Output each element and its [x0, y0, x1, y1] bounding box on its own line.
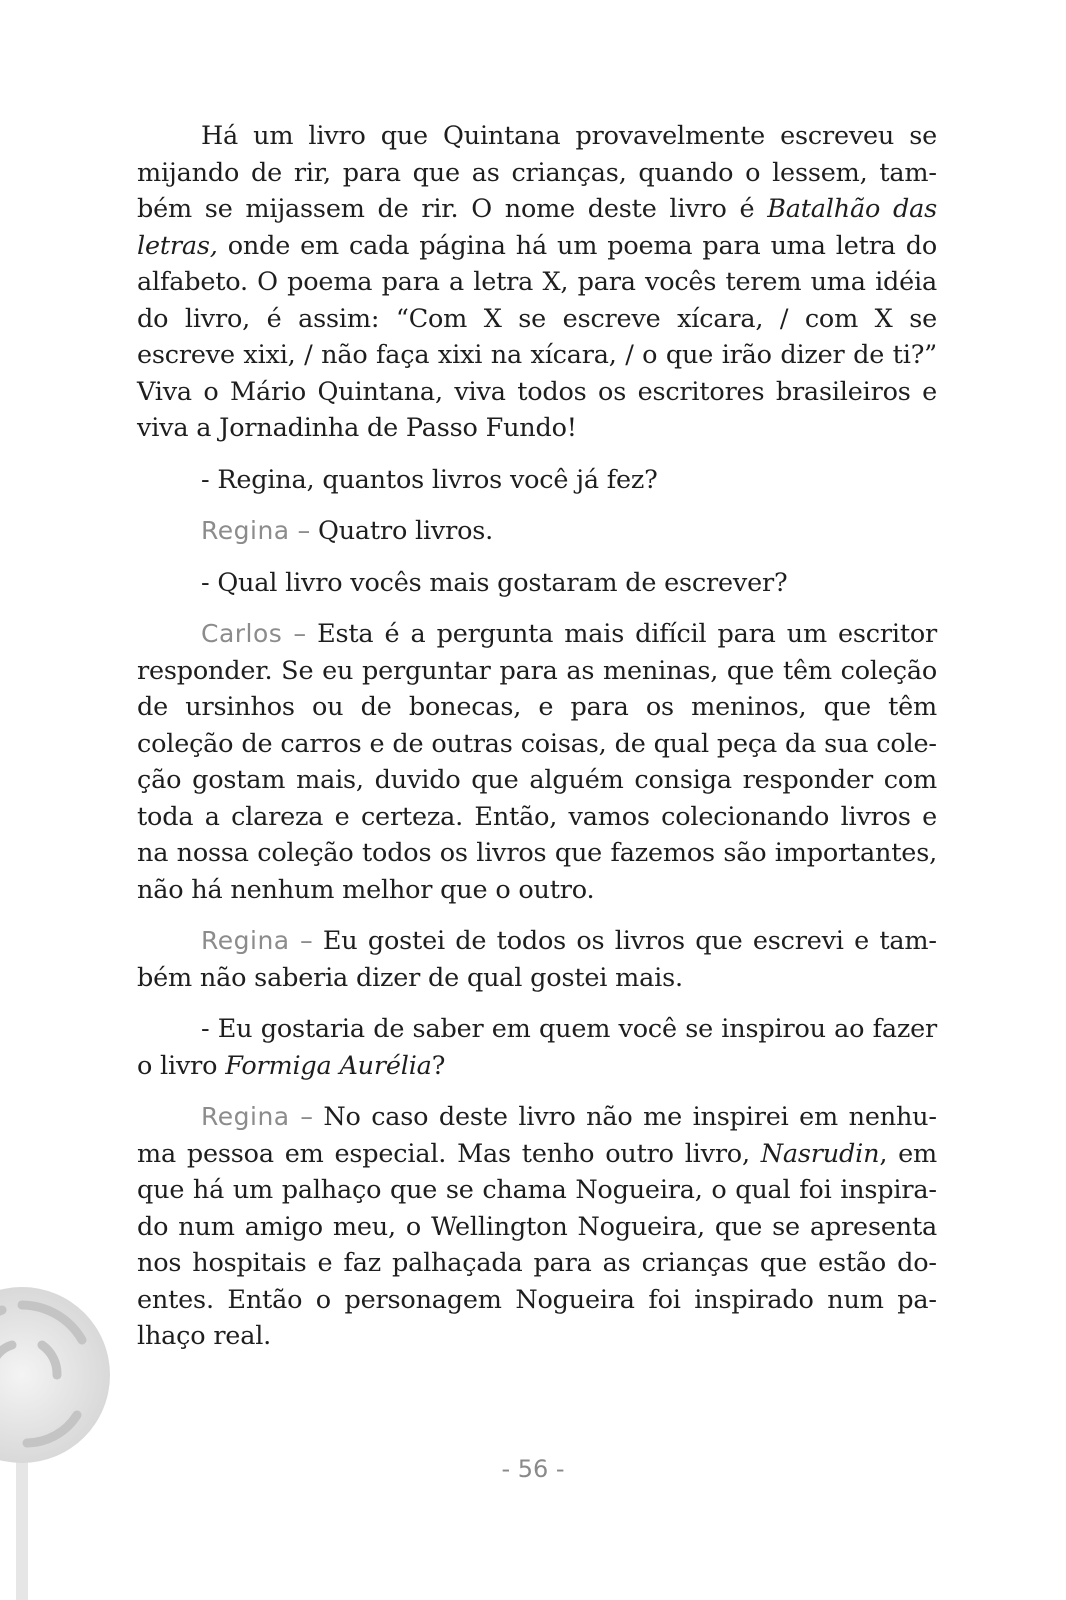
- text-segment: ?: [431, 1050, 446, 1081]
- paragraph: [137, 118, 937, 447]
- paragraph: [137, 1099, 937, 1355]
- speaker-dash: –: [297, 516, 311, 546]
- paragraph: [137, 1011, 937, 1084]
- text-segment: No caso deste livro não me inspirei em nenhuma pessoa em especial. Mas tenho outro livro,: [137, 1102, 938, 1169]
- speaker-label: Regina: [201, 926, 290, 955]
- text-segment: onde em cada página há um poema para uma letra do alfabeto. O poema para a letra X, para vocês terem uma idéia do livro, é assim: “Com X se escreve xícara, / com X se escreve xixi, / não faça xixi na xícara, / o que irão dizer de ti?” Viva o Mário Quintana, viva todos os escritores brasileiros e viva a Jornadinha de Passo Fundo!: [137, 230, 937, 443]
- text-segment: Quatro livros.: [317, 516, 494, 546]
- paragraph: [137, 616, 937, 908]
- page-body: [137, 118, 937, 1370]
- paragraph: [137, 462, 937, 499]
- book-title: Batalhão das letras,: [137, 194, 937, 261]
- text-segment: Eu gostei de todos os livros que escrevi e também não saberia dizer de qual gostei mais.: [137, 926, 938, 993]
- speaker-label: Regina: [201, 516, 290, 545]
- book-title: Nasrudin: [760, 1138, 880, 1169]
- book-title: Formiga Aurélia: [225, 1050, 432, 1081]
- text-segment: - Qual livro vocês mais gostaram de escrever?: [201, 567, 788, 598]
- speaker-dash: –: [300, 1102, 313, 1132]
- speaker-dash: –: [299, 926, 313, 956]
- text-segment: Esta é a pergunta mais difícil para um escritor responder. Se eu perguntar para as meninas, que têm coleção de ursinhos ou de bonecas, e para os meninos, que têm coleção de carros e de outras coisas, de qual peça da sua coleção gostam mais, duvido que alguém consiga responder com toda a clareza e certeza. Então, vamos colecionando livros e na nossa coleção todos os livros que fazemos são importantes, não há nenhum melhor que o outro.: [137, 619, 938, 905]
- text-segment: , em que há um palhaço que se chama Nogueira, o qual foi inspirado num amigo meu, o Wellington Nogueira, que se apresenta nos hospitais e faz palhaçada para as crianças que estão doentes. Então o personagem Nogueira foi inspirado num palhaço real.: [137, 1138, 937, 1351]
- text-segment: Há um livro que Quintana provavelmente escreveu se mijando de rir, para que as crianças, quando o lessem, também se mijassem de rir. O nome deste livro é: [137, 121, 937, 224]
- text-segment: - Eu gostaria de saber em quem você se inspirou ao fazer o livro: [137, 1014, 937, 1081]
- paragraph: [137, 513, 937, 550]
- paragraph: [137, 565, 937, 602]
- text-segment: - Regina, quantos livros você já fez?: [201, 464, 658, 495]
- speaker-dash: –: [293, 619, 306, 649]
- page-number: - 56 -: [501, 1455, 565, 1483]
- speaker-label: Regina: [201, 1102, 290, 1131]
- speaker-label: Carlos: [201, 619, 283, 648]
- lollipop-icon: [0, 1280, 130, 1600]
- paragraph: [137, 923, 937, 996]
